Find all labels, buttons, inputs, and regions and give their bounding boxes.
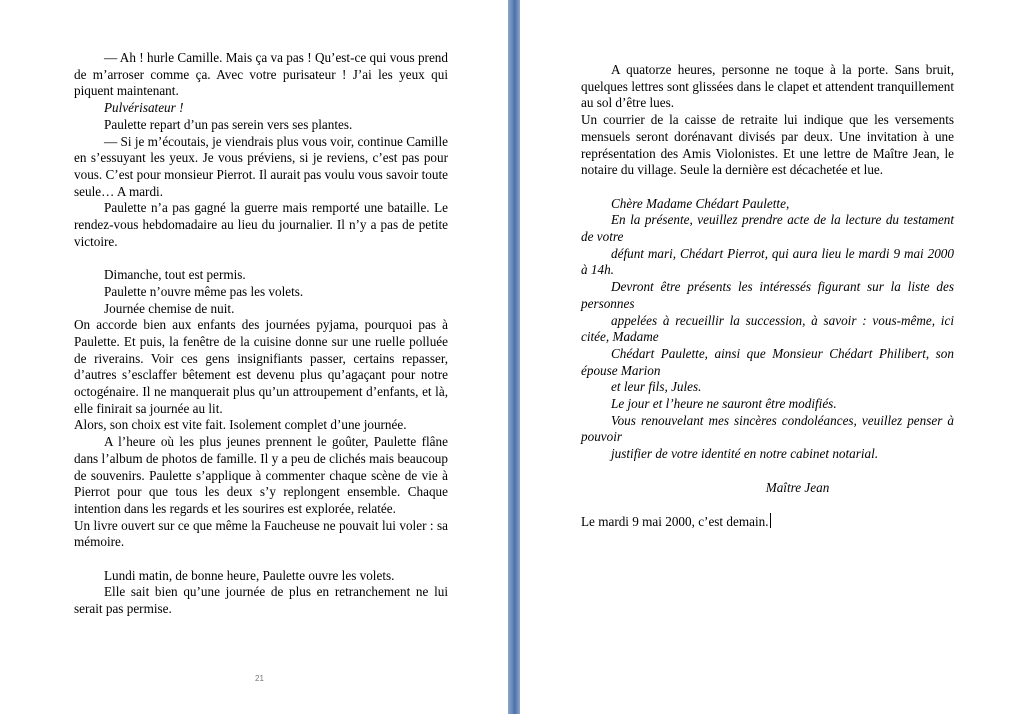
paragraph: On accorde bien aux enfants des journées pyjama, pourquoi pas à Paulette. Et puis, la fenêtre de la cuisine donne sur une ruelle polluée de riverains. Voir ces gens insignifiants passer, certains repasser, d’autres s’esclaffer bêtement est devenu plus qu’agaçant pour notre octogénaire. Il ne manquerait plus qu’un attroupement d’enfants, et là, elle finirait sa journée au lit.	[74, 317, 448, 416]
letter-line: défunt mari, Chédart Pierrot, qui aura lieu le mardi 9 mai 2000 à 14h.	[581, 245, 954, 278]
blank-line	[581, 496, 954, 513]
blank-line	[74, 551, 448, 568]
paragraph: Paulette n’ouvre même pas les volets.	[104, 283, 304, 299]
letter-line: Devront être présents les intéressés figurant sur la liste des personnes	[581, 279, 954, 311]
signature: Maître Jean	[765, 479, 830, 495]
paragraph: A quatorze heures, personne ne toque à la porte. Sans bruit, quelques lettres sont glissées dans le clapet et attendent tranquillement au sol d’être lues.	[581, 62, 954, 111]
paragraph: Elle sait bien qu’une journée de plus en retranchement ne lui serait pas permise.	[74, 584, 448, 617]
paragraph: Dimanche, tout est permis.	[104, 267, 246, 283]
text-cursor	[770, 513, 771, 528]
paragraph: Lundi matin, de bonne heure, Paulette ouvre les volets.	[104, 567, 395, 583]
left-page	[0, 0, 508, 714]
notary-letter	[581, 196, 954, 497]
page-number: 21	[255, 674, 264, 683]
paragraph: Paulette n’a pas gagné la guerre mais remporté une bataille. Le rendez-vous hebdomadaire au lieu du journalier. Il n’y a pas de petite victoire.	[74, 200, 448, 249]
letter-line: Chère Madame Chédart Paulette,	[611, 195, 790, 211]
letter-line: et leur fils, Jules.	[611, 379, 702, 395]
closing-line	[581, 513, 954, 531]
right-page-text[interactable]	[581, 62, 954, 531]
letter-line: Chédart Paulette, ainsi que Monsieur Chédart Philibert, son épouse Marion	[581, 345, 954, 378]
letter-line: justifier de votre identité en notre cabinet notarial.	[611, 446, 879, 462]
closing-text: Le mardi 9 mai 2000, c’est demain.	[581, 513, 769, 529]
letter-line: En la présente, veuillez prendre acte de la lecture du testament de votre	[581, 212, 954, 245]
paragraph: Un livre ouvert sur ce que même la Faucheuse ne pouvait lui voler : sa mémoire.	[74, 517, 448, 550]
right-page	[520, 0, 1024, 714]
paragraph: Alors, son choix est vite fait. Isolement complet d’une journée.	[74, 417, 407, 433]
letter-line: appelées à recueillir la succession, à savoir : vous-même, ici citée, Madame	[581, 312, 954, 345]
paragraph: Journée chemise de nuit.	[104, 300, 235, 316]
paragraph: — Ah ! hurle Camille. Mais ça va pas ! Qu’est-ce qui vous prend de m’arroser comme ça. Avec votre purisateur ! J’ai les yeux qui piquent maintenant.	[74, 50, 448, 99]
left-page-text[interactable]	[74, 50, 448, 618]
letter-line: Le jour et l’heure ne sauront être modifiés.	[611, 396, 837, 412]
paragraph: A l’heure où les plus jeunes prennent le goûter, Paulette flâne dans l’album de photos de famille. Il y a peu de clichés mais beaucoup de souvenirs. Paulette s’applique à commenter chaque scène de vie à Pierrot pour que tous les deux s’y replongent ensemble. Chaque intention dans les regards et les sourires est explorée, relatée.	[74, 434, 448, 516]
blank-line	[581, 463, 954, 480]
page-gutter	[508, 0, 520, 714]
paragraph: Paulette repart d’un pas serein vers ses plantes.	[104, 116, 353, 132]
letter-line: Vous renouvelant mes sincères condoléances, veuillez penser à pouvoir	[581, 412, 954, 445]
blank-line	[74, 250, 448, 267]
paragraph: Pulvérisateur !	[104, 100, 184, 116]
paragraph: — Si je m’écoutais, je viendrais plus vous voir, continue Camille en s’essuyant les yeux. Je vous préviens, si je reviens, c’est pas pour vous. C’est pour monsieur Pierrot. Il aurait pas voulu vous savoir toute seule… A mardi.	[74, 133, 448, 199]
blank-line	[581, 179, 954, 196]
paragraph: Un courrier de la caisse de retraite lui indique que les versements mensuels seront dorénavant divisés par deux. Une invitation à une représentation des Amis Violonistes. Et une lettre de Maître Jean, le notaire du village. Seule la dernière est décachetée et lue.	[581, 112, 954, 178]
